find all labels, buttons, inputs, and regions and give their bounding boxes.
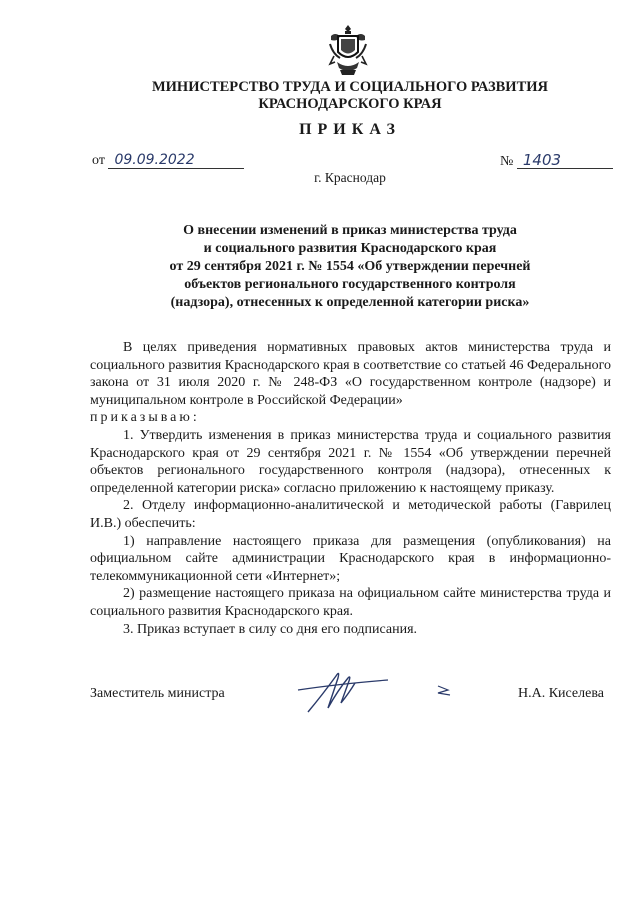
ministry-name: МИНИСТЕРСТВО ТРУДА И СОЦИАЛЬНОГО РАЗВИТИЯ КРАСНОДАРСКОГО КРАЯ	[151, 79, 549, 112]
handwritten-number: 1403	[517, 152, 613, 169]
coat-of-arms-icon	[325, 22, 371, 78]
subject-line: от 29 сентября 2021 г. № 1554 «Об утверждении перечней	[169, 259, 531, 274]
city: г. Краснодар	[314, 170, 386, 185]
signatory-name: Н.А. Киселева	[518, 686, 604, 701]
handwritten-date: 09.09.2022	[108, 152, 244, 169]
number-prefix: №	[500, 154, 514, 169]
item-2-2: 2) размещение настоящего приказа на официальном сайте министерства труда и социального развития Краснодарского края.	[90, 586, 611, 619]
order-subject	[90, 222, 610, 312]
document-type: ПРИКАЗ	[299, 121, 401, 138]
item-2-1: 1) направление настоящего приказа для размещения (опубликования) на официальном сайте администрации Краснодарского края в информационно-телекоммуникационной сети «Интернет»;	[90, 533, 611, 584]
subject-line: (надзора), отнесенных к определенной категории риска»	[170, 295, 530, 310]
subject-line: О внесении изменений в приказ министерства труда	[183, 223, 517, 238]
intro-paragraph: В целях приведения нормативных правовых актов министерства труда и социального развития Краснодарского края в соответствие со статьей 46 Федерального закона от 31 июля 2020 г. № 248-ФЗ «О государственном контроле (надзоре) и муниципальном контроле в Российской Федерации»	[90, 340, 611, 408]
item-3: 3. Приказ вступает в силу со дня его подписания.	[123, 621, 418, 637]
order-word: приказываю:	[90, 410, 200, 426]
subject-line: объектов регионального государственного контроля	[184, 277, 516, 292]
date-field	[92, 152, 244, 169]
item-2: 2. Отделу информационно-аналитической и методической работы (Гаврилец И.В.) обеспечить:	[90, 498, 611, 531]
handwritten-signature-icon	[288, 660, 468, 720]
number-field	[500, 152, 613, 170]
order-body	[90, 339, 611, 638]
date-prefix: от	[92, 153, 105, 168]
item-1: 1. Утвердить изменения в приказ министерства труда и социального развития Краснодарского края от 29 сентября 2021 г. № 1554 «Об утверждении перечней объектов регионального государственного контроля (надзора), отнесенных к определенной категории риска» согласно приложению к настоящему приказу.	[90, 427, 611, 496]
subject-line: и социального развития Краснодарского края	[203, 241, 497, 256]
signatory-role: Заместитель министра	[90, 686, 225, 701]
